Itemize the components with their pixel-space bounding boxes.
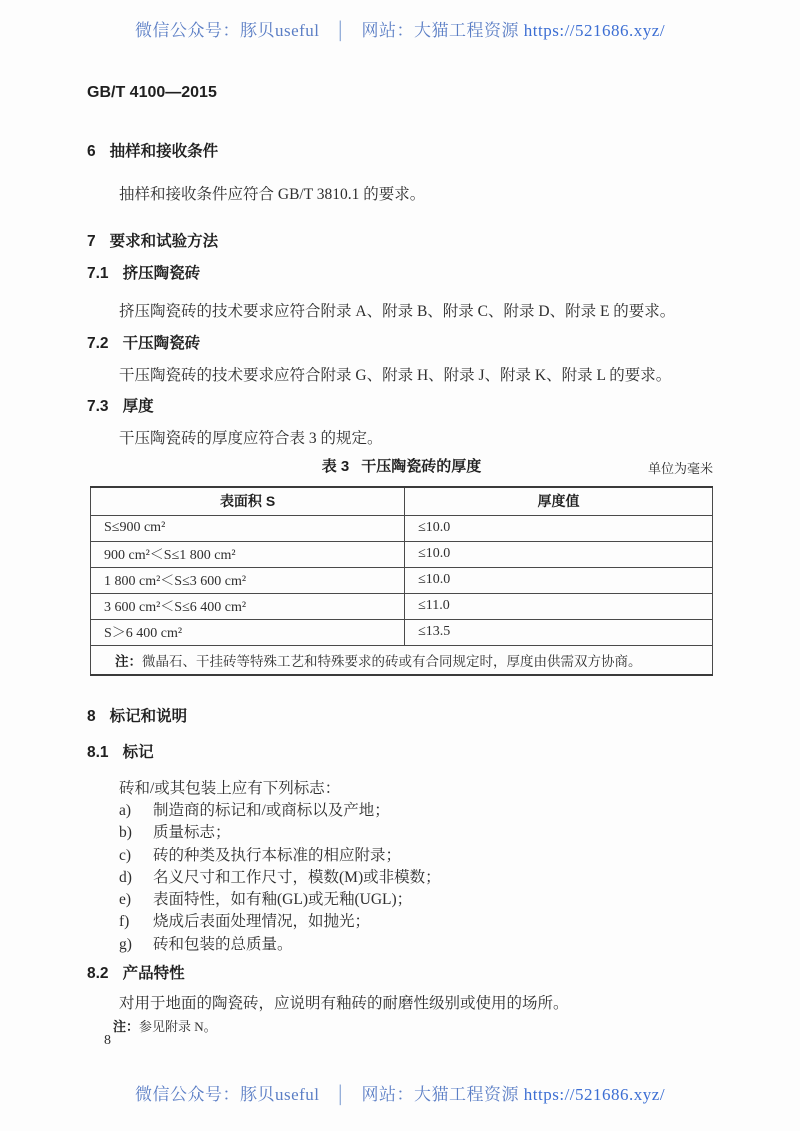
list-item-marker: c) — [119, 846, 132, 864]
list-item-marker: e) — [119, 891, 132, 909]
thickness-table — [90, 486, 713, 676]
section-7-3-heading — [87, 394, 154, 416]
section-title: 干压陶瓷砖 — [122, 335, 201, 352]
cell-thickness: ≤10.0 — [405, 567, 713, 593]
section-title: 产品特性 — [122, 965, 185, 982]
section-7-1-paragraph: 挤压陶瓷砖的技术要求应符合附录 A、附录 B、附录 C、附录 D、附录 E 的要求。 — [119, 303, 676, 320]
section-number: 6 — [87, 143, 96, 160]
section-title: 抽样和接收条件 — [109, 143, 219, 160]
watermark-site: 网站：大猫工程资源 — [361, 1085, 520, 1104]
cell-surface-area: 900 cm²＜S≤1 800 cm² — [91, 541, 405, 567]
section-title: 要求和试验方法 — [109, 233, 219, 250]
section-number: 8 — [87, 708, 96, 725]
section-8-heading — [87, 704, 187, 726]
list-item — [119, 822, 441, 844]
column-header-thickness: 厚度值 — [405, 487, 713, 515]
cell-surface-area: 3 600 cm²＜S≤6 400 cm² — [91, 593, 405, 619]
cell-thickness: ≤10.0 — [405, 515, 713, 541]
table-header-row — [91, 487, 713, 515]
list-item-text: 名义尺寸和工作尺寸，模数(M)或非模数； — [153, 868, 441, 886]
section-title: 标记 — [122, 744, 154, 761]
table-row — [91, 593, 713, 619]
section-7-2-heading — [87, 331, 200, 353]
section-number: 7.3 — [87, 398, 109, 415]
section-number: 8.1 — [87, 744, 109, 761]
list-item — [119, 911, 441, 933]
section-8-2-paragraph: 对用于地面的陶瓷砖，应说明有釉砖的耐磨性级别或使用的场所。 — [119, 995, 569, 1012]
list-item — [119, 845, 441, 867]
note-prefix: 注： — [113, 1019, 140, 1034]
table-row — [91, 619, 713, 645]
table-note-row — [91, 645, 713, 675]
table-row — [91, 541, 713, 567]
footer-watermark — [0, 1080, 800, 1105]
watermark-account: 微信公众号：豚贝useful — [134, 21, 320, 40]
list-item-marker: f) — [119, 913, 130, 931]
section-8-1-heading — [87, 740, 154, 762]
cell-surface-area: 1 800 cm²＜S≤3 600 cm² — [91, 567, 405, 593]
table-caption — [90, 455, 713, 476]
watermark-site: 网站：大猫工程资源 — [361, 21, 520, 40]
watermark-separator: │ — [334, 1085, 347, 1104]
section-7-2-paragraph: 干压陶瓷砖的技术要求应符合附录 G、附录 H、附录 J、附录 K、附录 L 的要求。 — [119, 367, 672, 384]
marking-list — [119, 800, 441, 956]
list-item — [119, 867, 441, 889]
cell-surface-area: S＞6 400 cm² — [91, 619, 405, 645]
list-item-text: 烧成后表面处理情况，如抛光； — [153, 913, 371, 931]
section-title: 标记和说明 — [109, 708, 188, 725]
section-8-2-note — [113, 1016, 217, 1035]
section-8-1-paragraph: 砖和/或其包装上应有下列标志： — [119, 780, 341, 797]
section-number: 7.2 — [87, 335, 109, 352]
section-7-heading — [87, 229, 218, 251]
list-item-text: 砖的种类及执行本标准的相应附录； — [153, 846, 402, 864]
list-item — [119, 934, 441, 956]
watermark-separator: │ — [334, 21, 347, 40]
table-note-text: 微晶石、干挂砖等特殊工艺和特殊要求的砖或有合同规定时，厚度由供需双方协商。 — [142, 653, 642, 669]
note-text: 参见附录 N。 — [139, 1019, 217, 1034]
table-row — [91, 515, 713, 541]
standard-number: GB/T 4100—2015 — [87, 84, 217, 101]
section-6-heading — [87, 139, 218, 161]
section-title: 厚度 — [122, 398, 154, 415]
section-7-1-heading — [87, 261, 200, 283]
watermark-url: https://521686.xyz/ — [523, 1085, 666, 1104]
table-caption-row — [90, 455, 713, 475]
list-item-marker: d) — [119, 868, 132, 886]
list-item — [119, 800, 441, 822]
header-watermark — [0, 16, 800, 41]
section-number: 8.2 — [87, 965, 109, 982]
list-item — [119, 889, 441, 911]
section-6-paragraph: 抽样和接收条件应符合 GB/T 3810.1 的要求。 — [119, 186, 426, 203]
list-item-text: 砖和包装的总质量。 — [153, 935, 293, 953]
cell-thickness: ≤10.0 — [405, 541, 713, 567]
table-note-prefix: 注： — [115, 653, 142, 669]
table-caption-number: 表 3 — [321, 458, 350, 475]
cell-thickness: ≤13.5 — [405, 619, 713, 645]
cell-surface-area: S≤900 cm² — [91, 515, 405, 541]
section-title: 挤压陶瓷砖 — [122, 265, 201, 282]
cell-thickness: ≤11.0 — [405, 593, 713, 619]
column-header-surface-area: 表面积 S — [91, 487, 405, 515]
list-item-marker: a) — [119, 802, 132, 819]
list-item-text: 质量标志； — [153, 824, 231, 842]
table-caption-title: 干压陶瓷砖的厚度 — [361, 458, 482, 475]
section-number: 7.1 — [87, 265, 109, 282]
watermark-account: 微信公众号：豚贝useful — [134, 1085, 320, 1104]
page-number: 8 — [104, 1033, 111, 1048]
list-item-text: 制造商的标记和/或商标以及产地； — [153, 802, 390, 819]
section-number: 7 — [87, 233, 96, 250]
list-item-marker: g) — [119, 935, 132, 953]
table-row — [91, 567, 713, 593]
table-note — [91, 645, 713, 675]
watermark-url: https://521686.xyz/ — [523, 21, 666, 40]
table-unit-note: 单位为毫米 — [647, 461, 713, 476]
list-item-text: 表面特性，如有釉(GL)或无釉(UGL)； — [153, 891, 413, 909]
list-item-marker: b) — [119, 824, 132, 842]
section-7-3-paragraph: 干压陶瓷砖的厚度应符合表 3 的规定。 — [119, 430, 383, 447]
section-8-2-heading — [87, 961, 185, 983]
